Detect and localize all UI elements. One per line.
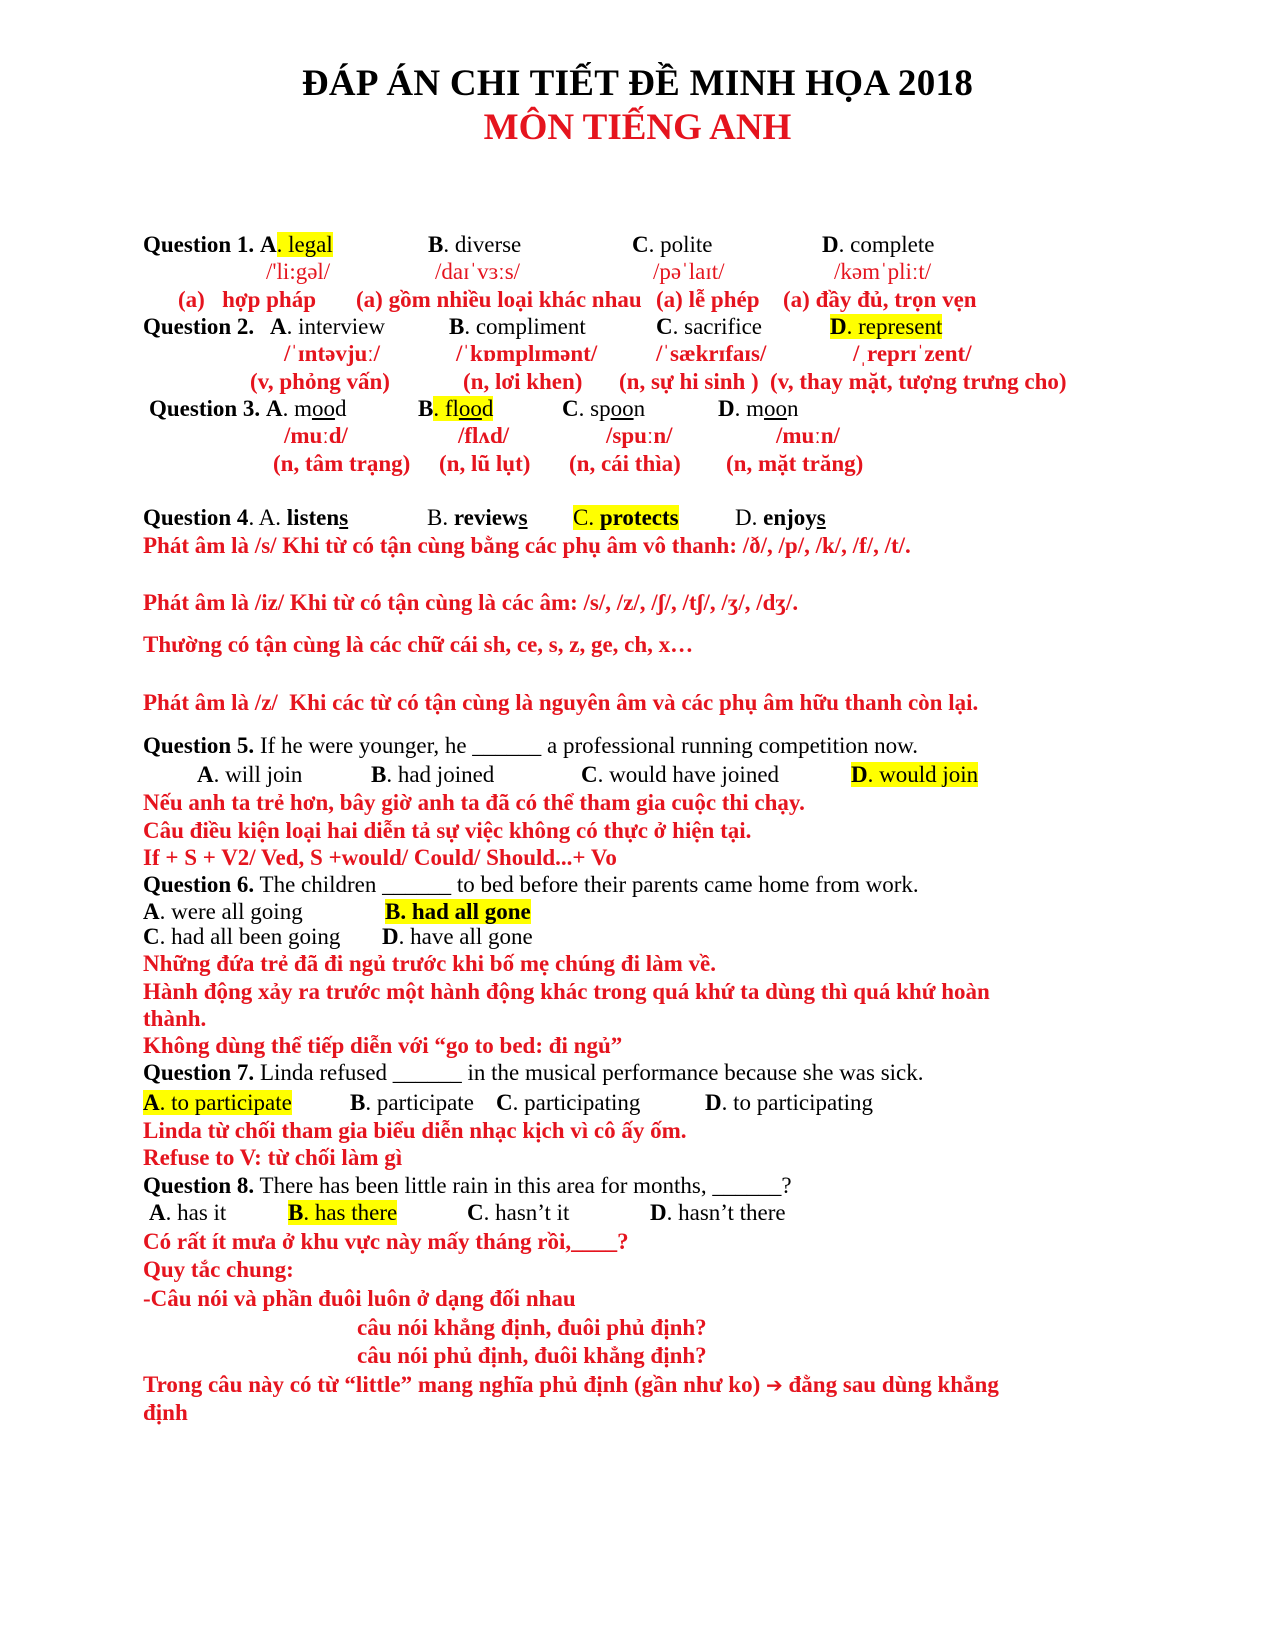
q6-a-text: . were all going xyxy=(159,899,303,924)
q5-d-text: . would join xyxy=(867,762,979,787)
q1-b-ipa: /daɪˈvɜːs/ xyxy=(435,259,521,284)
q2-a-meaning: (v, phỏng vấn) xyxy=(250,369,390,394)
q7-label: Question 7. xyxy=(143,1060,255,1085)
q7-b-text: . participate xyxy=(365,1090,474,1115)
q7-a xyxy=(143,1089,292,1117)
q2-c-word: . sacrifice xyxy=(672,314,763,339)
q8-a-text: . has it xyxy=(165,1200,227,1225)
q3-c-post: n xyxy=(633,396,646,421)
q2-a-letter: A xyxy=(270,314,287,339)
q3-b-letter: B xyxy=(418,396,434,421)
q4-c-letter: C xyxy=(573,505,589,530)
q3-d-post: n xyxy=(787,396,799,421)
q2-a-ipa: /ˈɪntəvjuː/ xyxy=(284,341,381,366)
q7-b xyxy=(350,1089,474,1117)
q4-d-letter: D xyxy=(735,505,752,530)
q6-d-letter: D xyxy=(382,924,399,949)
q7-stem-row xyxy=(143,1059,924,1087)
q2-d-letter: D xyxy=(830,314,847,339)
q5-note-2: Câu điều kiện loại hai diễn tả sự việc không có thực ở hiện tại. xyxy=(143,818,752,843)
q1-c xyxy=(632,231,713,259)
q2-d-meaning: (v, thay mặt, tượng trưng cho) xyxy=(770,369,1067,394)
q3-d-meaning: (n, mặt trăng) xyxy=(726,451,864,476)
q8-c-text: . hasn’t it xyxy=(483,1200,570,1225)
q5-stem: If he were younger, he ______ a professional running competition now. xyxy=(259,733,918,758)
q8-c xyxy=(467,1199,569,1227)
q7-d-letter: D xyxy=(705,1090,722,1115)
q3-d-letter: D xyxy=(718,396,735,421)
q3-c-letter: C xyxy=(562,396,579,421)
q2-c xyxy=(656,313,762,341)
q7-c-letter: C xyxy=(496,1090,513,1115)
q6-label: Question 6. xyxy=(143,872,255,897)
q3-a-letter: A xyxy=(265,396,283,421)
q5-c xyxy=(581,761,779,789)
q1-d xyxy=(822,231,934,259)
q8-label: Question 8. xyxy=(143,1173,255,1198)
q4-d-ending: s xyxy=(816,505,826,530)
q1-d-word: . complete xyxy=(838,232,935,257)
q5-b xyxy=(371,761,494,789)
q7-note-2: Refuse to V: từ chối làm gì xyxy=(143,1145,403,1170)
q4-a-stem: listen xyxy=(286,505,340,530)
q8-b xyxy=(288,1199,397,1227)
q2-a xyxy=(270,313,385,341)
page-title: ĐÁP ÁN CHI TIẾT ĐỀ MINH HỌA 2018 xyxy=(301,63,974,104)
q8-b-text: . has there xyxy=(303,1200,398,1225)
q6-note-4: Không dùng thể tiếp diễn với “go to bed: đi ngủ” xyxy=(143,1033,623,1058)
q1-b-letter: B xyxy=(428,232,444,257)
q5-a xyxy=(197,761,302,789)
q2-d-ipa: /ˌreprɪˈzent/ xyxy=(853,341,972,366)
q4-label-row: Question 4. A. listens xyxy=(143,505,349,530)
q4-label: Question 4 xyxy=(143,505,249,530)
q2-a-word: . interview xyxy=(286,314,385,339)
q8-d xyxy=(650,1199,786,1227)
q7-a-letter: A xyxy=(143,1090,160,1115)
q2-c-letter: C xyxy=(656,314,673,339)
q8-a-letter: A xyxy=(149,1200,166,1225)
page-subtitle: MÔN TIẾNG ANH xyxy=(483,107,792,148)
q8-conclusion-before: Trong câu này có từ “little” mang nghĩa phủ định (gần như ko) xyxy=(143,1372,761,1397)
q3-b-underlined: oo xyxy=(458,396,482,421)
q3-a-post: d xyxy=(334,396,347,421)
q4-a-ending: s xyxy=(339,505,349,530)
q2-b-meaning: (n, lơi khen) xyxy=(463,369,583,394)
q3-c-pre: . sp xyxy=(578,396,611,421)
q5-a-text: . will join xyxy=(213,762,303,787)
q5-stem-row xyxy=(143,732,918,760)
q1-b-word: . diverse xyxy=(443,232,522,257)
q3-b xyxy=(418,395,493,423)
q3-b-post: d xyxy=(481,396,494,421)
q3-c-ipa: /spuːn/ xyxy=(606,423,673,448)
q6-note-2: Hành động xảy ra trước một hành động khác trong quá khứ ta dùng thì quá khứ hoàn xyxy=(143,979,990,1004)
q4-c: C. protects xyxy=(573,505,679,530)
q8-note-4: câu nói khẳng định, đuôi phủ định? xyxy=(357,1315,707,1340)
q7-d-text: . to participating xyxy=(721,1090,874,1115)
q5-d-letter: D xyxy=(851,762,868,787)
q8-conclusion-after: đằng sau dùng khẳng xyxy=(788,1372,999,1397)
q2-d-word: . represent xyxy=(846,314,943,339)
q8-stem-row xyxy=(143,1172,792,1200)
q6-c-text: . had all been going xyxy=(159,924,341,949)
q6-stem: The children ______ to bed before their parents came home from work. xyxy=(259,872,919,897)
q8-note-2: Quy tắc chung: xyxy=(143,1257,294,1282)
q7-d xyxy=(705,1089,873,1117)
q6-note-3: thành. xyxy=(143,1006,207,1031)
q6-b-letter: B xyxy=(385,899,401,924)
q8-d-text: . hasn’t there xyxy=(666,1200,786,1225)
q3-b-pre: . fl xyxy=(433,396,459,421)
q4-note-3: Thường có tận cùng là các chữ cái sh, ce, s, z, ge, ch, x… xyxy=(143,632,694,657)
q7-a-text: . to participate xyxy=(159,1090,292,1115)
q8-note-5: câu nói phủ định, đuôi khẳng định? xyxy=(357,1343,707,1368)
q7-stem: Linda refused ______ in the musical performance because she was sick. xyxy=(259,1060,924,1085)
q8-a xyxy=(149,1199,226,1227)
q3-a-pre: . m xyxy=(282,396,312,421)
q5-a-letter: A xyxy=(197,762,214,787)
q4-note-1: Phát âm là /s/ Khi từ có tận cùng bằng các phụ âm vô thanh: /ð/, /p/, /k/, /f/, /t/. xyxy=(143,533,911,558)
q3-label-row xyxy=(149,395,346,423)
q5-d xyxy=(851,761,978,789)
q1-c-letter: C xyxy=(632,232,649,257)
q6-c-letter: C xyxy=(143,924,160,949)
q6-note-1: Những đứa trẻ đã đi ngủ trước khi bố mẹ chúng đi làm về. xyxy=(143,951,716,976)
q6-stem-row xyxy=(143,871,919,899)
q3-d-ipa: /muːn/ xyxy=(776,423,840,448)
q4-a-letter: A xyxy=(258,505,276,530)
q1-d-meaning: (a) đầy đủ, trọn vẹn xyxy=(783,287,977,312)
q6-c xyxy=(143,923,340,951)
q1-c-ipa: /pəˈlaɪt/ xyxy=(653,259,725,284)
q7-b-letter: B xyxy=(350,1090,366,1115)
q3-c-meaning: (n, cái thìa) xyxy=(569,451,681,476)
q1-b-meaning: (a) gồm nhiều loại khác nhau xyxy=(356,287,642,312)
q5-c-text: . would have joined xyxy=(597,762,780,787)
q2-b xyxy=(449,313,586,341)
q5-c-letter: C xyxy=(581,762,598,787)
q5-label: Question 5. xyxy=(143,733,255,758)
q4-d: D. enjoys xyxy=(735,505,826,530)
q2-c-ipa: /ˈsækrɪfaɪs/ xyxy=(656,341,767,366)
q6-b-text: . had all gone xyxy=(400,899,531,924)
q2-d xyxy=(830,313,942,341)
q6-a xyxy=(143,898,303,926)
q1-d-ipa: /kəmˈpliːt/ xyxy=(834,259,932,284)
q3-b-meaning: (n, lũ lụt) xyxy=(439,451,531,476)
q2-b-letter: B xyxy=(449,314,465,339)
q5-note-1: Nếu anh ta trẻ hơn, bây giờ anh ta đã có thể tham gia cuộc thi chạy. xyxy=(143,790,805,815)
q3-label: Question 3. xyxy=(149,396,261,421)
q2-label: Question 2. xyxy=(143,314,255,339)
q1-label-row xyxy=(143,231,333,259)
q4-c-stem: protects xyxy=(599,505,679,530)
q1-c-word: . polite xyxy=(648,232,713,257)
q8-d-letter: D xyxy=(650,1200,667,1225)
q7-c-text: . participating xyxy=(512,1090,641,1115)
q3-c xyxy=(562,395,645,423)
q1-d-letter: D xyxy=(822,232,839,257)
q7-c xyxy=(496,1089,640,1117)
q3-c-underlined: oo xyxy=(610,396,634,421)
q8-c-letter: C xyxy=(467,1200,484,1225)
q2-c-meaning: (n, sự hi sinh ) xyxy=(619,369,759,394)
q1-a-meaning: (a) hợp pháp xyxy=(178,287,317,312)
q8-stem: There has been little rain in this area for months, ______? xyxy=(259,1173,792,1198)
q4-note-2: Phát âm là /iz/ Khi từ có tận cùng là các âm: /s/, /z/, /ʃ/, /tʃ/, /ʒ/, /dʒ/. xyxy=(143,590,799,615)
q6-d-text: . have all gone xyxy=(398,924,533,949)
q2-b-ipa: /ˈkɒmplɪmənt/ xyxy=(456,341,598,366)
q1-a-letter: A xyxy=(259,232,277,257)
q3-a-meaning: (n, tâm trạng) xyxy=(273,451,411,476)
q4-d-stem: enjoy xyxy=(763,505,817,530)
q8-conclusion xyxy=(143,1371,999,1399)
q6-b xyxy=(385,898,531,926)
q1-label: Question 1. xyxy=(143,232,255,257)
q6-d xyxy=(382,923,533,951)
q4-b: B. reviews xyxy=(427,505,528,530)
q5-b-text: . had joined xyxy=(386,762,495,787)
q3-b-ipa: /flʌd/ xyxy=(458,423,510,448)
q2-b-word: . compliment xyxy=(464,314,586,339)
q3-d-underlined: oo xyxy=(764,396,788,421)
q4-b-ending: s xyxy=(518,505,528,530)
q7-note-1: Linda từ chối tham gia biểu diễn nhạc kịch vì cô ấy ốm. xyxy=(143,1118,687,1143)
q5-b-letter: B xyxy=(371,762,387,787)
arrow-right-icon: ➔ xyxy=(765,1373,783,1397)
q8-note-3: -Câu nói và phần đuôi luôn ở dạng đối nhau xyxy=(143,1286,576,1311)
q5-note-3: If + S + V2/ Ved, S +would/ Could/ Should...+ Vo xyxy=(143,845,617,870)
q3-a-ipa: /muːd/ xyxy=(284,423,348,448)
q6-a-letter: A xyxy=(143,899,160,924)
q8-note-1: Có rất ít mưa ở khu vực này mấy tháng rồi,____? xyxy=(143,1229,629,1254)
q1-a-word: . legal xyxy=(276,232,333,257)
q2-label-row xyxy=(143,313,254,341)
q3-a-underlined: oo xyxy=(311,396,335,421)
q3-d xyxy=(718,395,799,423)
q8-conclusion-wrap: định xyxy=(143,1400,188,1425)
q4-b-stem: review xyxy=(453,505,519,530)
q1-a-ipa: /'li:gəl/ xyxy=(266,259,331,284)
q4-note-4: Phát âm là /z/ Khi các từ có tận cùng là nguyên âm và các phụ âm hữu thanh còn lại. xyxy=(143,690,979,715)
q3-d-pre: . m xyxy=(734,396,765,421)
q4-b-letter: B xyxy=(427,505,443,530)
q1-b xyxy=(428,231,521,259)
q1-c-meaning: (a) lễ phép xyxy=(656,287,760,312)
q8-b-letter: B xyxy=(288,1200,304,1225)
